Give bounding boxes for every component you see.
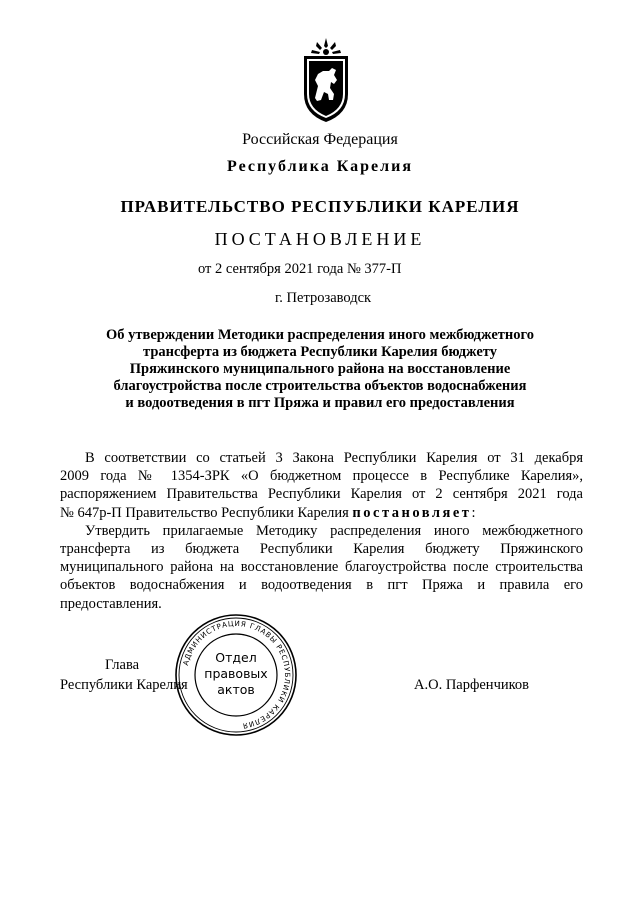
stamp-text-line: актов (217, 682, 255, 697)
body-line: муниципального района на восстановление благоустройства после строительства (60, 559, 583, 576)
signatory-role-line1: Глава (105, 657, 140, 673)
official-stamp (174, 613, 298, 737)
document-city: г. Петрозаводск (275, 290, 372, 306)
body-line: объектов водоснабжения и водоотведения в пгт Пряжа и правила его (60, 577, 583, 594)
signatory-name: А.О. Парфенчиков (414, 677, 530, 693)
document-number: № 377-П (346, 261, 402, 277)
body-text: : (471, 504, 476, 521)
date-line (198, 261, 401, 278)
document-date: 2 сентября 2021 года (215, 261, 344, 277)
body-line: 2009 года № 1354-ЗРК «О бюджетном процессе в Республике Карелия», (60, 468, 583, 485)
stamp-text-line: Отдел (215, 650, 257, 665)
title-line: Об утверждении Методики распределения иного межбюджетного (106, 327, 534, 343)
header-government: ПРАВИТЕЛЬСТВО РЕСПУБЛИКИ КАРЕЛИЯ (120, 197, 520, 216)
document-type: ПОСТАНОВЛЕНИЕ (214, 229, 426, 249)
decree-word: постановляет (352, 504, 472, 521)
date-prefix: от (198, 261, 212, 277)
body-line: предоставления. (60, 595, 162, 612)
signatory-role-line2: Республики Карелия (60, 677, 188, 693)
title-line: Пряжинского муниципального района на восстановление (129, 361, 511, 377)
title-line: и водоотведения в пгт Пряжа и правил его предоставления (125, 395, 515, 411)
body-line: распоряжением Правительства Республики Карелия от 2 сентября 2021 года (60, 486, 583, 503)
stamp-text-line: правовых (204, 666, 268, 681)
document-title (100, 327, 540, 412)
header-country: Российская Федерация (242, 131, 398, 148)
stamp-ring-text: АДМИНИСТРАЦИЯ ГЛАВЫ РЕСПУБЛИКИ КАРЕЛИЯ (180, 618, 293, 731)
header-republic: Республика Карелия (227, 158, 413, 175)
body-line (60, 504, 583, 522)
body-line: трансферта из бюджета Республики Карелия бюджету Пряжинского (60, 540, 583, 557)
title-line: трансферта из бюджета Республики Карелия бюджету (143, 344, 497, 360)
body-text: № 647р-П Правительство Республики Карелия (60, 504, 353, 521)
body-line: Утвердить прилагаемые Методику распределения иного межбюджетного (85, 522, 583, 539)
document-body (60, 449, 583, 613)
coat-of-arms-karelia-icon (298, 38, 354, 124)
body-line: В соответствии со статьей 3 Закона Республики Карелия от 31 декабря (85, 450, 583, 466)
title-line: благоустройства после строительства объектов водоснабжения (113, 378, 527, 394)
